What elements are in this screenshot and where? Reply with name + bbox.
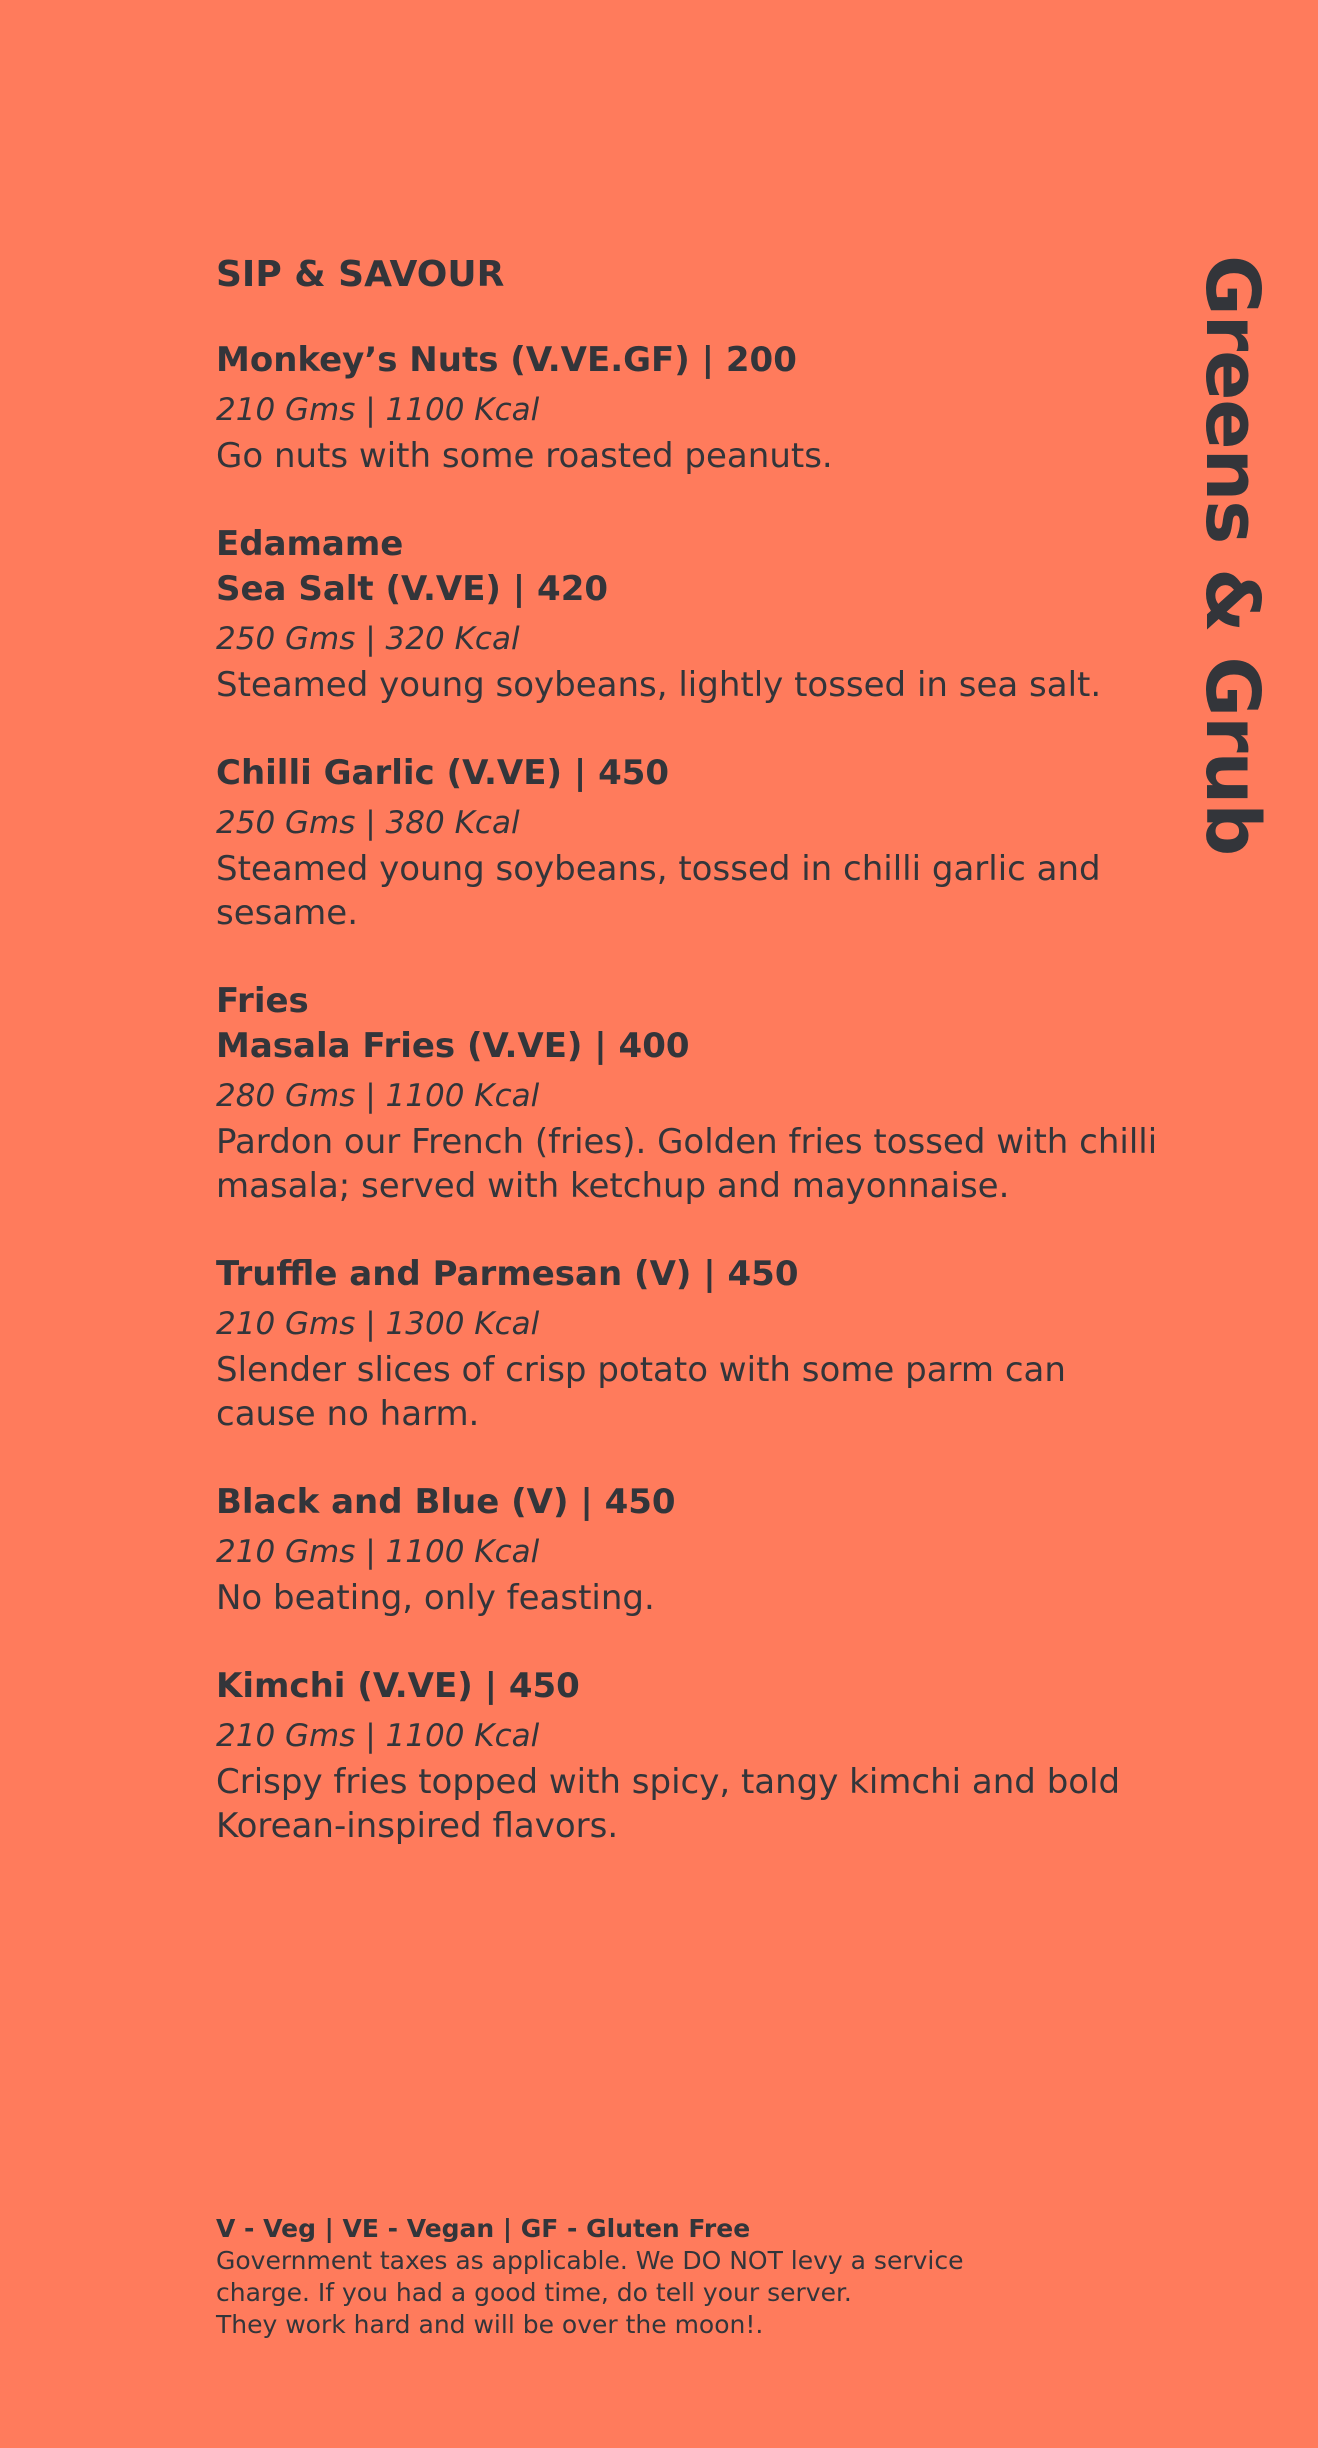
menu-item (216, 338, 1176, 478)
item-meta: 250 Gms | 380 Kcal (216, 805, 520, 841)
menu-item (216, 979, 1176, 1208)
group-title-fries: Fries (216, 981, 309, 1021)
item-description: Crispy fries topped with spicy, tangy kimchi and bold Korean-inspired flavors. (216, 1762, 1121, 1846)
category-side-title: Greens & Grub (1189, 255, 1275, 856)
item-meta: 280 Gms | 1100 Kcal (216, 1078, 540, 1114)
menu-footer (216, 2213, 1066, 2341)
item-description: No beating, only feasting. (216, 1578, 655, 1618)
menu-item (216, 522, 1176, 707)
menu-item (216, 1664, 1176, 1848)
menu-item (216, 751, 1176, 935)
item-description: Slender slices of crisp potato with some parm can cause no harm. (216, 1350, 1066, 1434)
item-meta: 250 Gms | 320 Kcal (216, 621, 520, 657)
group-title-edamame: Edamame (216, 524, 404, 564)
footer-note-line: Government taxes as applicable. We DO NOT levy a service (216, 2246, 964, 2275)
menu-content (216, 250, 1176, 1892)
item-name: Monkey’s Nuts (V.VE.GF) | 200 (216, 340, 797, 380)
item-name: Chilli Garlic (V.VE) | 450 (216, 753, 670, 793)
item-description: Steamed young soybeans, tossed in chilli garlic and sesame. (216, 849, 1101, 933)
section-title: SIP & SAVOUR (216, 254, 505, 295)
item-meta: 210 Gms | 1100 Kcal (216, 392, 540, 428)
item-name: Truffle and Parmesan (V) | 450 (216, 1254, 799, 1294)
footer-note-line: charge. If you had a good time, do tell your server. (216, 2278, 852, 2307)
item-meta: 210 Gms | 1300 Kcal (216, 1306, 540, 1342)
item-name: Masala Fries (V.VE) | 400 (216, 1026, 690, 1066)
menu-item (216, 1252, 1176, 1436)
item-description: Pardon our French (fries). Golden fries tossed with chilli masala; served with ketchup and mayonnaise. (216, 1122, 1158, 1206)
dietary-legend: V - Veg | VE - Vegan | GF - Gluten Free (216, 2214, 751, 2243)
item-description: Steamed young soybeans, lightly tossed in sea salt. (216, 665, 1102, 705)
item-meta: 210 Gms | 1100 Kcal (216, 1534, 540, 1570)
item-meta: 210 Gms | 1100 Kcal (216, 1718, 540, 1754)
menu-item (216, 1480, 1176, 1620)
item-description: Go nuts with some roasted peanuts. (216, 436, 833, 476)
item-name: Kimchi (V.VE) | 450 (216, 1666, 580, 1706)
footer-note-line: They work hard and will be over the moon!. (216, 2310, 764, 2339)
item-name: Sea Salt (V.VE) | 420 (216, 569, 609, 609)
item-name: Black and Blue (V) | 450 (216, 1482, 676, 1522)
